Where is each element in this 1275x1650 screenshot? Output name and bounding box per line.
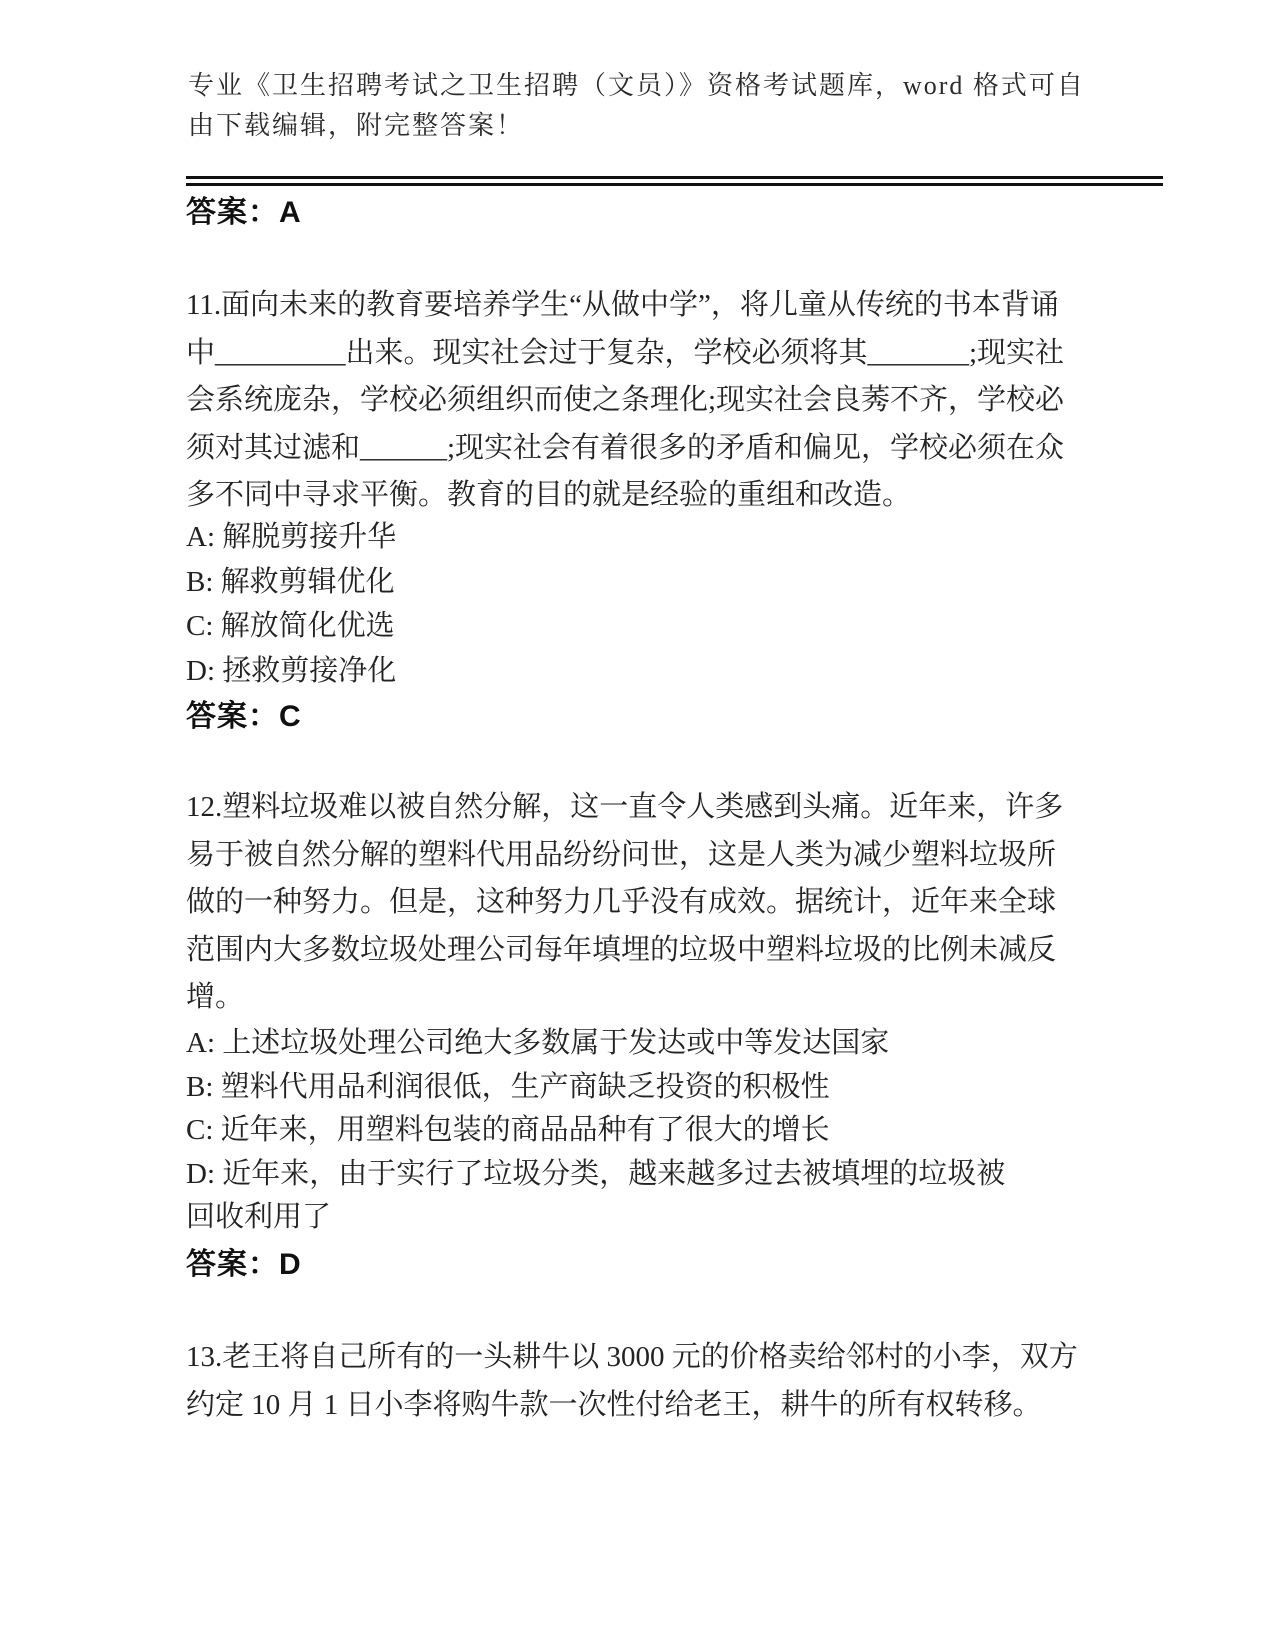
question-13-text: 13.老王将自己所有的一头耕牛以 3000 元的价格卖给邻村的小李，双方约定 10 月 1 日小李将购牛款一次性付给老王，耕牛的所有权转移。 — [186, 1341, 1078, 1421]
question-11-options — [186, 515, 1083, 693]
header-divider-rule — [186, 176, 1163, 186]
answer-line-q11: 答案：C — [186, 700, 302, 733]
question-11-option-d: D: 拯救剪接净化 — [186, 654, 397, 687]
question-12-option-d: D: 近年来，由于实行了垃圾分类，越来越多过去被填埋的垃圾被回收利用了 — [186, 1157, 1006, 1233]
answer-line-q10: 答案：A — [186, 196, 302, 229]
question-11-text: 11.面向未来的教育要培养学生“从做中学”，将儿童从传统的书本背诵中_________出来。现实社会过于复杂，学校必须将其_______;现实社会系统庞杂，学校必须组织而使之条理化;现实社会良莠不齐，学校必须对其过滤和______;现实社会有着很多的矛盾和偏见，学校必须在众多不同中寻求平衡。教育的目的就是经验的重组和改造。 — [186, 289, 1065, 511]
question-11-option-a: A: 解脱剪接升华 — [186, 521, 397, 553]
page-header-note: 专业《卫生招聘考试之卫生招聘（文员）》资格考试题库，word 格式可自由下载编辑，附完整答案！ — [188, 71, 1085, 140]
question-12-option-b: B: 塑料代用品利润很低，生产商缺乏投资的积极性 — [186, 1070, 830, 1103]
question-12-options — [186, 1022, 1026, 1240]
question-11-option-c: C: 解放简化优选 — [186, 610, 395, 642]
question-12-option-c: C: 近年来，用塑料包装的商品品种有了很大的增长 — [186, 1114, 830, 1146]
question-12-text: 12.塑料垃圾难以被自然分解，这一直令人类感到头痛。近年来，许多易于被自然分解的塑料代用品纷纷问世，这是人类为减少塑料垃圾所做的一种努力。但是，这种努力几乎没有成效。据统计，近年来全球范围内大多数垃圾处理公司每年填埋的垃圾中塑料垃圾的比例未减反增。 — [186, 791, 1064, 1013]
question-12-option-a: A: 上述垃圾处理公司绝大多数属于发达或中等发达国家 — [186, 1027, 890, 1059]
answer-line-q12: 答案：D — [186, 1248, 302, 1281]
question-11-option-b: B: 解救剪辑优化 — [186, 565, 395, 598]
